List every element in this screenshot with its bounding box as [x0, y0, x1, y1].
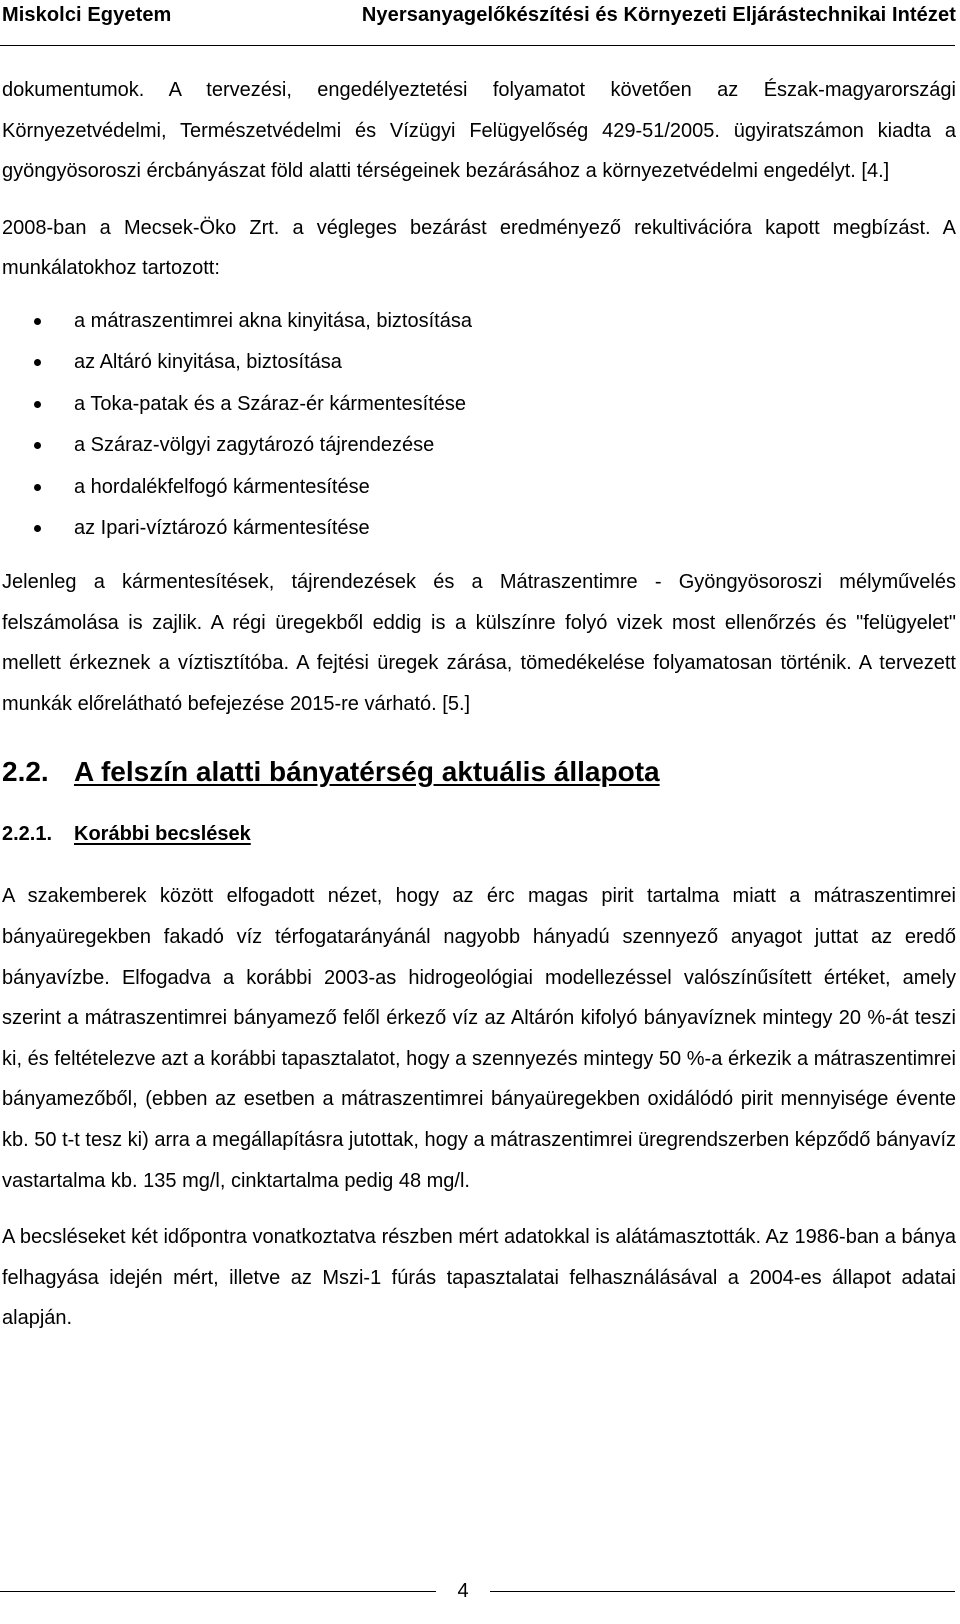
list-item [2, 342, 956, 384]
page-header [0, 0, 960, 46]
list-item-text: a Toka-patak és a Száraz-ér kármentesítése [74, 392, 467, 415]
list-item-text: az Altáró kinyitása, biztosítása [74, 351, 342, 374]
paragraph-measurements: A becsléseket két időpontra vonatkoztatva részben mért adatokkal is alátámasztották. Az 1986-ban a bánya felhagyása idején mért, illetve az Mszi-1 fúrás tapasztalatai felhasználásával a 2004-es állapot adatai alapján. [2, 1226, 956, 1330]
header-institute: Nyersanyagelőkészítési és Környezeti Eljárástechnikai Intézet [361, 4, 956, 26]
section-heading [2, 752, 956, 792]
subsection-title: Korábbi becslések [74, 823, 251, 846]
footer-rule-left [0, 1591, 436, 1592]
list-item-text: az Ipari-víztározó kármentesítése [74, 517, 370, 540]
list-item-text: a hordalékfelfogó kármentesítése [74, 475, 370, 498]
works-list [2, 301, 956, 550]
subsection-heading [2, 814, 956, 854]
header-rule [0, 45, 955, 46]
list-item-text: a mátraszentimrei akna kinyitása, biztosítása [74, 309, 472, 332]
paragraph-mecsek-oko: 2008-ban a Mecsek-Öko Zrt. a végleges bezárást eredményező rekultivációra kapott megbízást. A munkálatokhoz tartozott: [2, 216, 956, 280]
header-university: Miskolci Egyetem [2, 4, 172, 26]
list-item [2, 425, 956, 467]
paragraph-estimates: A szakemberek között elfogadott nézet, hogy az érc magas pirit tartalma miatt a mátraszentimrei bányaüregekben fakadó víz térfogatarányánál nagyobb hányadú szennyező anyagot juttat az eredő bányavízbe. Elfogadva a korábbi 2003-as hidrogeológiai modellezéssel valószínűsített értéket, amely szerint a mátraszentimrei bányamező felől érkező víz az Altárón kifolyó bányavíznek mintegy 20 %-át teszi ki, és feltételezve azt a korábbi tapasztalatot, hogy a szennyezés mintegy 50 %-a érkezik a mátraszentimrei bányamezőből, (ebben az esetben a mátraszentimrei bányaüregekben oxidálódó pirit mennyisége évente kb. 50 t-t tesz ki) arra a megállapításra jutottak, hogy a mátraszentimrei üregrendszerben képződő bányavíz vastartalma kb. 135 mg/l, cinktartalma pedig 48 mg/l. [2, 885, 956, 1192]
bullet-icon [34, 442, 41, 449]
section-title: A felszín alatti bányatérség aktuális állapota [74, 756, 660, 788]
list-item [2, 384, 956, 426]
bullet-icon [34, 318, 41, 325]
paragraph-current-works: Jelenleg a kármentesítések, tájrendezések és a Mátraszentimre - Gyöngyösoroszi mélyművelés felszámolása is zajlik. A régi üregekből eddig is a külszínre folyó vizek most ellenőrzés és "felügyelet" mellett érkeznek a víztisztítóba. A fejtési üregek zárása, tömedékelése folyamatosan történik. A tervezett munkák előrelátható befejezése 2015-re várható. [5.] [2, 570, 956, 715]
bullet-icon [34, 401, 41, 408]
bullet-icon [34, 525, 41, 532]
page-footer [0, 1578, 960, 1618]
page-body [2, 70, 956, 1339]
bullet-icon [34, 359, 41, 366]
bullet-icon [34, 484, 41, 491]
paragraph-permit: dokumentumok. A tervezési, engedélyeztetési folyamatot követően az Észak-magyarországi Környezetvédelmi, Természetvédelmi és Vízügyi Felügyelőség 429-51/2005. ügyiratszámon kiadta a gyöngyösoroszi ércbányászat föld alatti térségeinek bezárásához a környezetvédelmi engedélyt. [4.] [2, 79, 956, 183]
section-number: 2.2. [2, 756, 49, 788]
page-number: 4 [457, 1580, 469, 1602]
subsection-number: 2.2.1. [2, 823, 53, 846]
footer-rule-right [490, 1591, 955, 1592]
list-item-text: a Száraz-völgyi zagytározó tájrendezése [74, 434, 435, 457]
list-item [2, 508, 956, 550]
list-item [2, 467, 956, 509]
list-item [2, 301, 956, 343]
